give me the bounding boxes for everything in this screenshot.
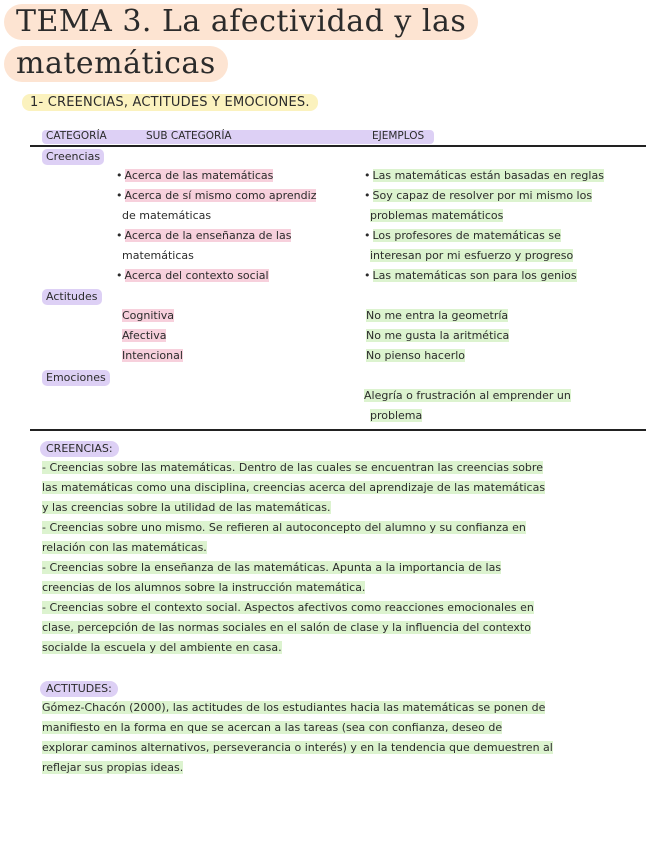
example-item: • Los profesores de matemáticas se xyxy=(364,229,561,242)
paragraph-line: clase, percepción de las normas sociales en el salón de clase y la influencia del contexto xyxy=(42,621,531,634)
category-emociones: Emociones xyxy=(42,370,110,386)
example-item-cont: problemas matemáticos xyxy=(370,209,504,222)
paragraph-line: - Creencias sobre las matemáticas. Dentro de las cuales se encuentran las creencias sobre xyxy=(42,461,543,474)
sub-item-cont: matemáticas xyxy=(122,249,194,262)
header-ejemplos: EJEMPLOS xyxy=(372,130,425,142)
example-item: No pienso hacerlo xyxy=(366,349,466,362)
paragraph-line: las matemáticas como una disciplina, creencias acerca del aprendizaje de las matemáticas xyxy=(42,481,546,494)
sub-item-cont: de matemáticas xyxy=(122,209,212,222)
section-heading: 1- CREENCIAS, ACTITUDES Y EMOCIONES. xyxy=(22,94,318,111)
header-categoria: CATEGORÍA xyxy=(46,130,107,142)
paragraph-line: - Creencias sobre la enseñanza de las matemáticas. Apunta a la importancia de las xyxy=(42,561,502,574)
sub-item: Afectiva xyxy=(122,329,167,342)
category-actitudes: Actitudes xyxy=(42,289,102,305)
table-bottom-rule xyxy=(30,429,646,431)
example-item: • Las matemáticas están basadas en reglas xyxy=(364,169,604,182)
sub-item: Cognitiva xyxy=(122,309,175,322)
example-item: No me gusta la aritmética xyxy=(366,329,510,342)
paragraph-line: socialde la escuela y del ambiente en casa. xyxy=(42,641,282,654)
example-item: No me entra la geometría xyxy=(366,309,509,322)
sub-item: • Acerca de las matemáticas xyxy=(116,169,274,182)
paragraph-line: y las creencias sobre la utilidad de las matemáticas. xyxy=(42,501,331,514)
paragraph-line: creencias de los alumnos sobre la instrucción matemática. xyxy=(42,581,366,594)
page-title-line-2: matemáticas xyxy=(4,46,228,82)
example-item-cont: interesan por mi esfuerzo y progreso xyxy=(370,249,574,262)
page-title-line-1: TEMA 3. La afectividad y las xyxy=(4,4,478,40)
table-top-rule xyxy=(30,145,646,147)
example-item: • Soy capaz de resolver por mi mismo los xyxy=(364,189,593,202)
paragraph-line: - Creencias sobre el contexto social. Aspectos afectivos como reacciones emocionales en xyxy=(42,601,534,614)
paragraph-line: relación con las matemáticas. xyxy=(42,541,207,554)
paragraph-line: - Creencias sobre uno mismo. Se refieren al autoconcepto del alumno y su confianza en xyxy=(42,521,526,534)
header-subcategoria: SUB CATEGORÍA xyxy=(146,130,232,142)
sub-item: • Acerca de la enseñanza de las xyxy=(116,229,292,242)
paragraph-line: manifiesto en la forma en que se acercan a las tareas (sea con confianza, deseo de xyxy=(42,721,503,734)
creencias-heading: CREENCIAS: xyxy=(40,441,119,457)
example-item: Alegría o frustración al emprender un xyxy=(364,389,571,402)
paragraph-line: reflejar sus propias ideas. xyxy=(42,761,184,774)
category-creencias: Creencias xyxy=(42,149,104,165)
paragraph-line: explorar caminos alternativos, perseverancia o interés) y en la tendencia que demuestren al xyxy=(42,741,553,754)
actitudes-heading: ACTITUDES: xyxy=(40,681,118,697)
example-item: • Las matemáticas son para los genios xyxy=(364,269,577,282)
sub-item: Intencional xyxy=(122,349,183,362)
sub-item: • Acerca de sí mismo como aprendiz xyxy=(116,189,317,202)
example-item-cont: problema xyxy=(370,409,423,422)
paragraph-line: Gómez-Chacón (2000), las actitudes de los estudiantes hacia las matemáticas se ponen de xyxy=(42,701,546,714)
sub-item: • Acerca del contexto social xyxy=(116,269,269,282)
